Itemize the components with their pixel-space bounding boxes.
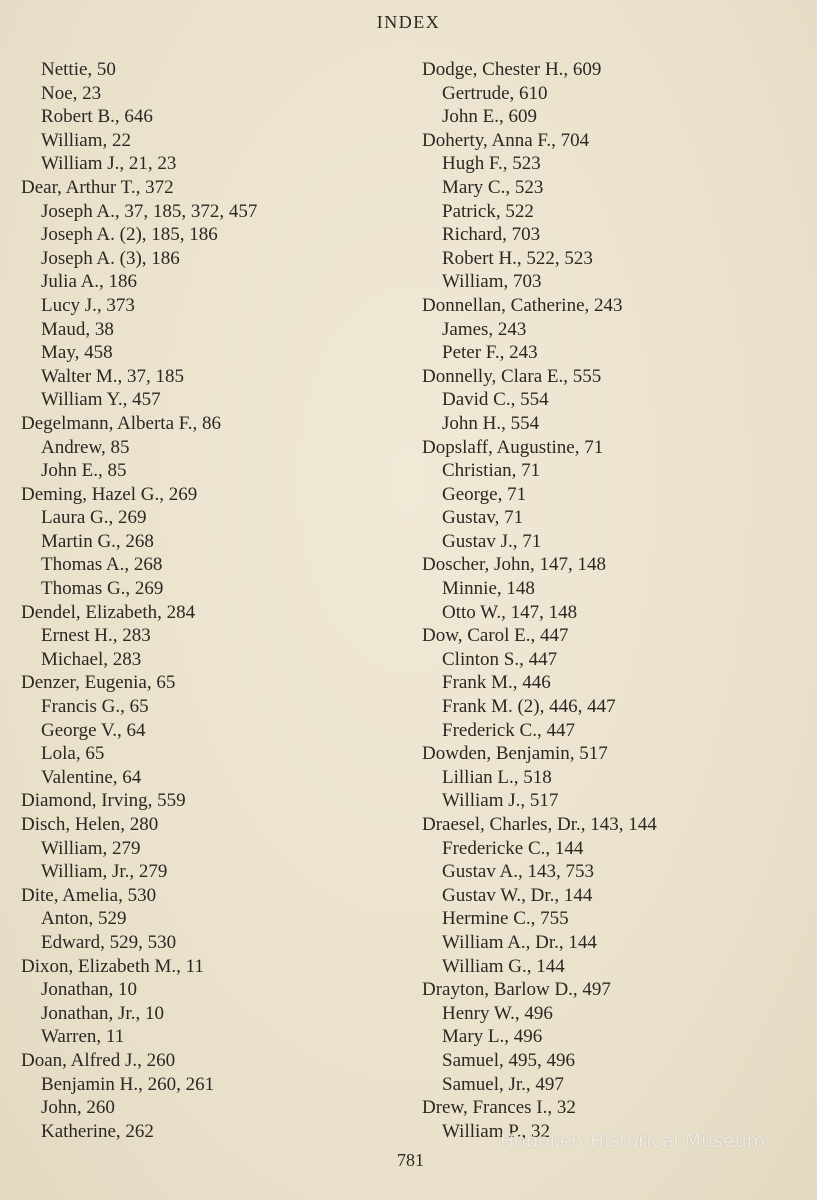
- index-subentry: George, 71: [442, 483, 527, 505]
- index-subentry: Gustav A., 143, 753: [442, 861, 594, 883]
- index-subentry: Hugh F., 523: [442, 153, 541, 175]
- index-entry: Donnellan, Catherine, 243: [422, 294, 623, 316]
- index-subentry: Thomas A., 268: [41, 554, 163, 576]
- index-subentry: George V., 64: [41, 719, 146, 741]
- index-subentry: Peter F., 243: [442, 342, 538, 364]
- watermark: Hoboken Historical Museum: [500, 1130, 766, 1152]
- index-subentry: Jonathan, Jr., 10: [41, 1002, 164, 1024]
- index-subentry: Lillian L., 518: [442, 766, 552, 788]
- index-subentry: William J., 517: [442, 790, 559, 812]
- index-subentry: May, 458: [41, 342, 113, 364]
- index-entry: Doherty, Anna F., 704: [422, 129, 590, 151]
- index-subentry: Patrick, 522: [442, 200, 534, 222]
- index-entry: Dixon, Elizabeth M., 11: [21, 955, 204, 977]
- index-subentry: William, Jr., 279: [41, 861, 168, 883]
- index-subentry: William J., 21, 23: [41, 153, 177, 175]
- index-subentry: Joseph A., 37, 185, 372, 457: [41, 200, 258, 222]
- index-subentry: Gustav W., Dr., 144: [442, 884, 593, 906]
- index-subentry: Thomas G., 269: [41, 578, 164, 600]
- index-subentry: Francis G., 65: [41, 696, 149, 718]
- index-subentry: Laura G., 269: [41, 507, 147, 529]
- index-column-left: [21, 58, 401, 1143]
- index-subentry: Fredericke C., 144: [442, 837, 584, 859]
- index-entry: Doan, Alfred J., 260: [21, 1049, 176, 1071]
- index-subentry: John H., 554: [442, 412, 540, 434]
- index-subentry: Gustav, 71: [442, 507, 524, 529]
- index-subentry: Minnie, 148: [442, 578, 535, 600]
- index-entry: Dodge, Chester H., 609: [422, 59, 602, 80]
- index-subentry: John, 260: [41, 1097, 115, 1119]
- index-subentry: Joseph A. (2), 185, 186: [41, 224, 218, 246]
- index-subentry: Frank M., 446: [442, 672, 551, 694]
- index-subentry: William, 703: [442, 271, 542, 293]
- page-number: 781: [397, 1150, 424, 1170]
- index-subentry: William G., 144: [442, 955, 565, 977]
- index-entry: Dendel, Elizabeth, 284: [21, 601, 196, 623]
- index-subentry: David C., 554: [442, 389, 549, 411]
- index-entry: Diamond, Irving, 559: [21, 790, 186, 812]
- index-subentry: William, 279: [41, 837, 141, 859]
- index-subentry: William A., Dr., 144: [442, 931, 597, 953]
- index-subentry: Christian, 71: [442, 460, 541, 482]
- index-subentry: William Y., 457: [41, 389, 161, 411]
- index-subentry: Samuel, Jr., 497: [442, 1073, 564, 1095]
- index-entry: Drayton, Barlow D., 497: [422, 979, 611, 1001]
- index-entry: Doscher, John, 147, 148: [422, 554, 606, 576]
- index-subentry: Hermine C., 755: [442, 908, 569, 930]
- index-entry: Drew, Frances I., 32: [422, 1097, 576, 1119]
- index-subentry: Samuel, 495, 496: [442, 1049, 575, 1071]
- index-entry: Degelmann, Alberta F., 86: [21, 412, 222, 434]
- index-entry: Draesel, Charles, Dr., 143, 144: [422, 814, 657, 835]
- index-entry: Dow, Carol E., 447: [422, 625, 569, 647]
- index-subentry: Gustav J., 71: [442, 530, 542, 552]
- index-subentry: Valentine, 64: [41, 766, 142, 788]
- index-entry: Disch, Helen, 280: [21, 814, 159, 835]
- page-header: INDEX: [376, 12, 441, 32]
- index-subentry: Richard, 703: [442, 224, 541, 246]
- index-subentry: Mary L., 496: [442, 1026, 543, 1048]
- index-subentry: Henry W., 496: [442, 1002, 553, 1024]
- index-entry: Dopslaff, Augustine, 71: [422, 436, 604, 458]
- index-entry: Donnelly, Clara E., 555: [422, 365, 602, 387]
- index-subentry: Warren, 11: [41, 1026, 125, 1048]
- index-subentry: Noe, 23: [41, 82, 102, 104]
- index-column-right: [422, 58, 812, 1143]
- index-entry: Dite, Amelia, 530: [21, 884, 157, 906]
- index-entry: Denzer, Eugenia, 65: [21, 672, 176, 694]
- index-subentry: Frank M. (2), 446, 447: [442, 696, 616, 718]
- index-subentry: John E., 85: [41, 460, 127, 482]
- index-subentry: William P., 32: [442, 1120, 550, 1142]
- index-subentry: William, 22: [41, 129, 131, 151]
- index-subentry: Otto W., 147, 148: [442, 601, 578, 623]
- index-entry: Dowden, Benjamin, 517: [422, 743, 608, 765]
- index-subentry: Julia A., 186: [41, 271, 138, 293]
- index-subentry: Katherine, 262: [41, 1120, 154, 1142]
- index-subentry: Ernest H., 283: [41, 625, 151, 647]
- index-subentry: Jonathan, 10: [41, 979, 138, 1001]
- index-subentry: Robert H., 522, 523: [442, 247, 593, 269]
- index-subentry: Robert B., 646: [41, 106, 153, 128]
- index-subentry: Nettie, 50: [41, 59, 116, 80]
- index-subentry: Frederick C., 447: [442, 719, 575, 741]
- index-entry: Dear, Arthur T., 372: [21, 176, 174, 198]
- index-subentry: Anton, 529: [41, 908, 127, 930]
- index-subentry: James, 243: [442, 318, 527, 340]
- index-subentry: Maud, 38: [41, 318, 114, 340]
- index-subentry: Andrew, 85: [41, 436, 130, 458]
- index-subentry: John E., 609: [442, 106, 537, 128]
- index-subentry: Edward, 529, 530: [41, 931, 177, 953]
- index-subentry: Clinton S., 447: [442, 648, 558, 670]
- index-subentry: Joseph A. (3), 186: [41, 247, 180, 269]
- index-subentry: Walter M., 37, 185: [41, 365, 185, 387]
- index-subentry: Mary C., 523: [442, 176, 544, 198]
- index-subentry: Lola, 65: [41, 743, 105, 765]
- index-subentry: Benjamin H., 260, 261: [41, 1073, 215, 1095]
- index-subentry: Lucy J., 373: [41, 294, 135, 316]
- index-subentry: Michael, 283: [41, 648, 142, 670]
- index-subentry: Gertrude, 610: [442, 82, 548, 104]
- index-entry: Deming, Hazel G., 269: [21, 483, 198, 505]
- index-subentry: Martin G., 268: [41, 530, 154, 552]
